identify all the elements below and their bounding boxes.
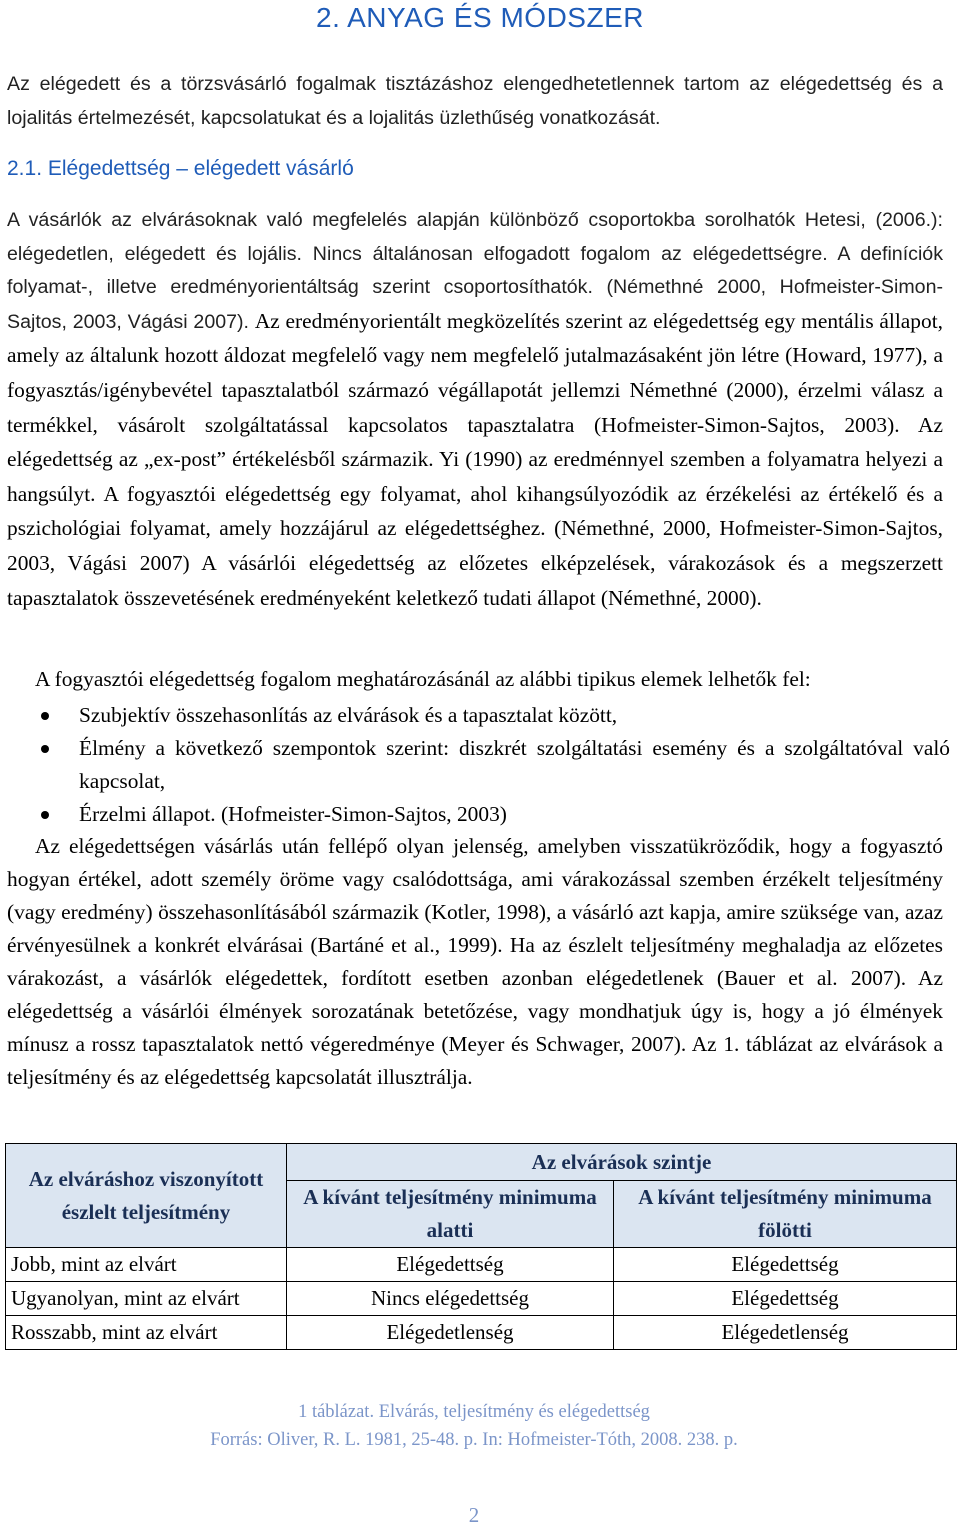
list-item-text: Élmény a következő szempontok szerint: diszkrét szolgáltatási esemény és a szolgáltatóval való kapcsolat, <box>79 736 950 793</box>
section-serif-text: Az eredményorientált megközelítés szerint az elégedettség egy mentális állapot, amely az általunk hozott áldozat megfelelő vagy nem megfelelő jutalmazásaként jön létre (Howard, 1977), a fogyasztás/igénybevétel tapasztalatból származó végállapotát jellemzi Némethné (2000), érzelmi válasz a termékkel, vásárolt szolgáltatással kapcsolatos tapasztalatra (Hofmeister-Simon-Sajtos, 2003). Az elégedettség az „ex-post” értékelésből származik. Yi (1990) az eredménnyel szemben a folyamatra helyezi a hangsúlyt. A fogyasztói elégedettség egy folyamat, ahol kihangsúlyozódik az érzékelési az értékelő és a pszichológiai folyamat, amely hozzájárul az elégedettséghez. (Némethné, 2000, Hofmeister-Simon-Sajtos, 2003, Vágási 2007) A vásárlói elégedettség az előzetes elképzelések, várakozások és a megszerzett tapasztalatok összevetésének eredményeként keletkező tudati állapot (Némethné, 2000). <box>7 308 943 610</box>
page-number: 2 <box>468 1503 480 1527</box>
list-item-text: Szubjektív összehasonlítás az elvárások és a tapasztalat között, <box>79 703 618 727</box>
bullet-icon <box>41 745 49 753</box>
bullet-icon <box>41 712 49 720</box>
table-row-label: Rosszabb, mint az elvárt <box>6 1316 287 1350</box>
body-paragraph: Az elégedettségen vásárlás után fellépő olyan jelenség, amelyben visszatükröződik, hogy a fogyasztó hogyan értékel, adott személy öröme vagy csalódottsága, ami várakozással szemben érzékelt teljesítmény (vagy eredmény) összehasonlításából származik (Kotler, 1998), a vásárló azt kapja, amire szüksége van, azaz érvényesülnek a konkrét elvárásai (Bartáné et al., 1999). Ha az észlelt teljesítmény meghaladja az előzetes várakozást, a vásárlók elégedettek, fordított esetben azonban elégedetlenek (Bauer et al. 2007). Az elégedettség a vásárlói élmények sorozatának betetőzése, vagy mondhatjuk úgy is, hogy a jó élmények mínusz a rossz tapasztalatok nettó végeredménye (Meyer és Schwager, 2007). Az 1. táblázat az elvárások a teljesítmény és az elégedettség kapcsolatát illusztrálja. <box>7 834 943 1089</box>
table-row <box>6 1316 957 1350</box>
list-item <box>0 699 950 732</box>
table-caption: 1 táblázat. Elvárás, teljesítmény és elégedettség <box>298 1402 650 1422</box>
section-sans-paragraph <box>7 204 943 616</box>
table-col-header: A kívánt teljesítmény minimuma fölötti <box>614 1181 957 1248</box>
table-cell: Elégedetlenség <box>614 1316 957 1350</box>
table-row <box>6 1248 957 1282</box>
intro-paragraph: Az elégedett és a törzsvásárló fogalmak tisztázáshoz elengedhetetlennek tartom az elégedettség és a lojalitás értelmezését, kapcsolatukat és a lojalitás üzlethűség vonatkozását. <box>7 73 943 129</box>
list-item <box>0 732 950 798</box>
chapter-heading: 2. ANYAG ÉS MÓDSZER <box>316 2 644 33</box>
section-sans-text: A vásárlók az elvárásoknak való megfelelés alapján különböző csoportokba sorolhatók Hetesi, (2006.): elégedetlen, elégedett és lojális. Nincs általánosan elfogadott fogalom az elégedettségre. A definíciók folyamat-, illetve eredményorientáltság szerint csoportosíthatók. (Némethné 2000, Hofmeister-Simon-Sajtos, 2003, Vágási 2007). <box>7 209 943 333</box>
table-cell: Elégedetlenség <box>287 1316 614 1350</box>
list-item-text: Érzelmi állapot. (Hofmeister-Simon-Sajtos, 2003) <box>79 802 507 826</box>
table-source: Forrás: Oliver, R. L. 1981, 25-48. p. In: Hofmeister-Tóth, 2008. 238. p. <box>210 1430 738 1450</box>
table-row <box>6 1282 957 1316</box>
list-intro: A fogyasztói elégedettség fogalom meghatározásánál az alábbi tipikus elemek lelhetők fel: <box>35 667 811 691</box>
table-col-header: A kívánt teljesítmény minimuma alatti <box>287 1181 614 1248</box>
table-cell: Elégedettség <box>614 1282 957 1316</box>
table-row-label: Ugyanolyan, mint az elvárt <box>6 1282 287 1316</box>
table-cell: Nincs elégedettség <box>287 1282 614 1316</box>
list-item <box>0 798 950 831</box>
bullet-icon <box>41 811 49 819</box>
expectation-table <box>5 1143 957 1350</box>
table-group-header: Az elvárások szintje <box>287 1144 957 1181</box>
element-list <box>0 699 950 831</box>
table-cell: Elégedettség <box>614 1248 957 1282</box>
table-corner-header: Az elváráshoz viszonyított észlelt teljesítmény <box>6 1144 287 1248</box>
table-cell: Elégedettség <box>287 1248 614 1282</box>
table-row-label: Jobb, mint az elvárt <box>6 1248 287 1282</box>
section-heading: 2.1. Elégedettség – elégedett vásárló <box>7 157 354 180</box>
